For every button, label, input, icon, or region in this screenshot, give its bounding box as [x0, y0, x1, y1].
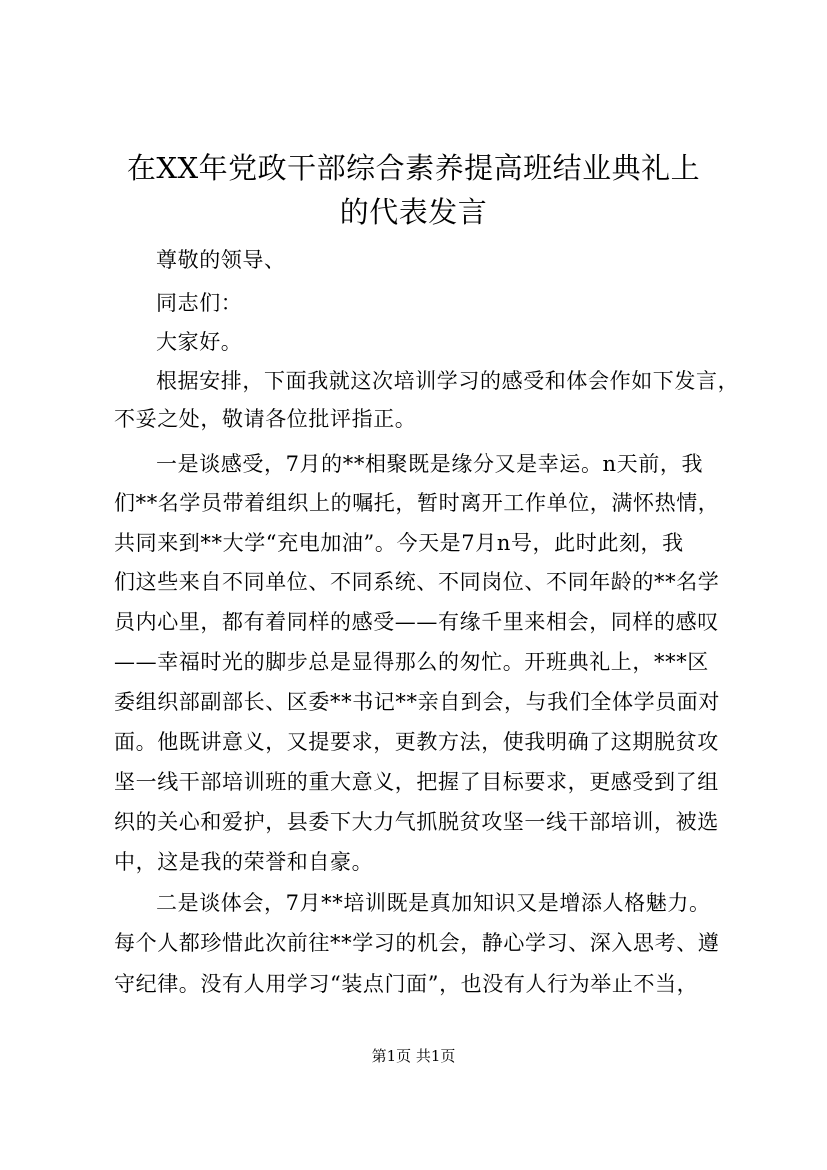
body-line: 坚一线干部培训班的重大意义，把握了目标要求，更感受到了组	[114, 770, 719, 794]
document-title-line-2: 的代表发言	[339, 195, 488, 229]
body-line: 们**名学员带着组织上的嘱托，暂时离开工作单位，满怀热情，	[114, 491, 720, 515]
body-line: 根据安排，下面我就这次培训学习的感受和体会作如下发言，	[156, 369, 740, 393]
body-line: 们这些来自不同单位、不同系统、不同岗位、不同年龄的**名学	[114, 570, 720, 594]
body-line: 委组织部副部长、区委**书记**亲自到会，与我们全体学员面对	[114, 690, 720, 714]
document-title-line-1: 在XX年党政干部综合素养提高班结业典礼上	[126, 151, 701, 185]
body-line: 中，这是我的荣誉和自豪。	[114, 850, 374, 874]
body-line: 每个人都珍惜此次前往**学习的机会，静心学习、深入思考、遵	[114, 931, 720, 955]
body-line: 二是谈体会，7月**培训既是真加知识又是增添人格魅力。	[156, 891, 711, 915]
salutation-line-1: 尊敬的领导、	[156, 248, 286, 272]
body-line: 员内心里，都有着同样的感受——有缘千里来相会，同样的感叹	[114, 610, 719, 634]
body-line: 一是谈感受，7月的**相聚既是缘分又是幸运。n天前，我	[156, 452, 704, 476]
salutation-line-2: 同志们：	[156, 291, 243, 315]
body-line: ——幸福时光的脚步总是显得那么的匆忙。开班典礼上，***区	[114, 650, 709, 674]
greeting-line: 大家好。	[156, 330, 243, 354]
body-line: 面。他既讲意义，又提要求，更教方法，使我明确了这期脱贫攻	[114, 730, 719, 754]
body-line: 不妥之处，敬请各位批评指正。	[114, 407, 417, 431]
page-number-footer: 第1页 共1页	[371, 1047, 456, 1065]
body-line: 守纪律。没有人用学习“装点门面”，也没有人行为举止不当，	[114, 972, 699, 996]
body-line: 共同来到**大学“充电加油”。今天是7月n号，此时此刻，我	[114, 531, 684, 555]
body-line: 织的关心和爱护，县委下大力气抓脱贫攻坚一线干部培训，被选	[114, 810, 719, 834]
